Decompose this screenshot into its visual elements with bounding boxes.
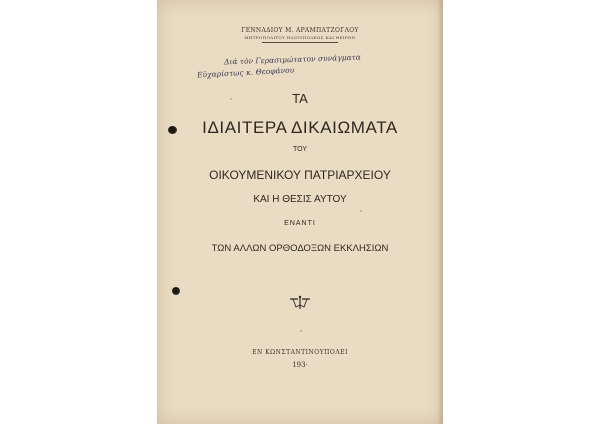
author-name: ΓΕΝΝΑΔΙΟΥ Μ. ΑΡΑΜΠΑΤΖΟΓΛΟΥ xyxy=(241,27,359,34)
title-main: ΙΔΙΑΙΤΕΡΑ ΔΙΚΑΙΩΜΑΤΑ xyxy=(202,118,398,137)
title-position: ΚΑΙ Η ΘΕΣΙΣ ΑΥΤΟΥ xyxy=(253,194,347,205)
book-cover-page xyxy=(157,0,443,424)
paper-speck xyxy=(230,98,232,100)
paper-speck xyxy=(360,210,362,212)
handwritten-dedication-line-2: Εὐχαρίστως κ. Θεοφάνου xyxy=(196,65,295,80)
title-enanti: ΕΝΑΝΤΙ xyxy=(284,220,316,227)
paper-speck xyxy=(300,330,302,332)
publication-year: 193· xyxy=(292,361,308,369)
title-patriarchate: ΟΙΚΟΥΜΕΝΙΚΟΥ ΠΑΤΡΙΑΡΧΕΙΟΥ xyxy=(209,168,391,182)
binding-hole-upper xyxy=(168,126,177,134)
author-title: ΜΗΤΡΟΠΟΛΙΤΟΥ ΗΛΙΟΥΠΟΛΕΩΣ ΚΑΙ ΘΕΙΡΩΝ xyxy=(244,35,356,40)
printer-ornament-icon xyxy=(288,295,312,311)
header-divider xyxy=(262,42,338,43)
title-other-churches: ΤΩΝ ΑΛΛΩΝ ΟΡΘΟΔΟΞΩΝ ΕΚΚΛΗΣΙΩΝ xyxy=(211,243,389,254)
handwritten-dedication-line-1: Διά τὸν Γερασιμώτατον συνάγματα xyxy=(223,52,362,67)
binding-hole-lower xyxy=(172,287,180,295)
title-genitive: ΤΟΥ xyxy=(292,146,308,153)
publication-place: ΕΝ ΚΩΝΣΤΑΝΤΙΝΟΥΠΟΛΕΙ xyxy=(252,349,348,356)
title-article: ΤΑ xyxy=(292,91,308,106)
